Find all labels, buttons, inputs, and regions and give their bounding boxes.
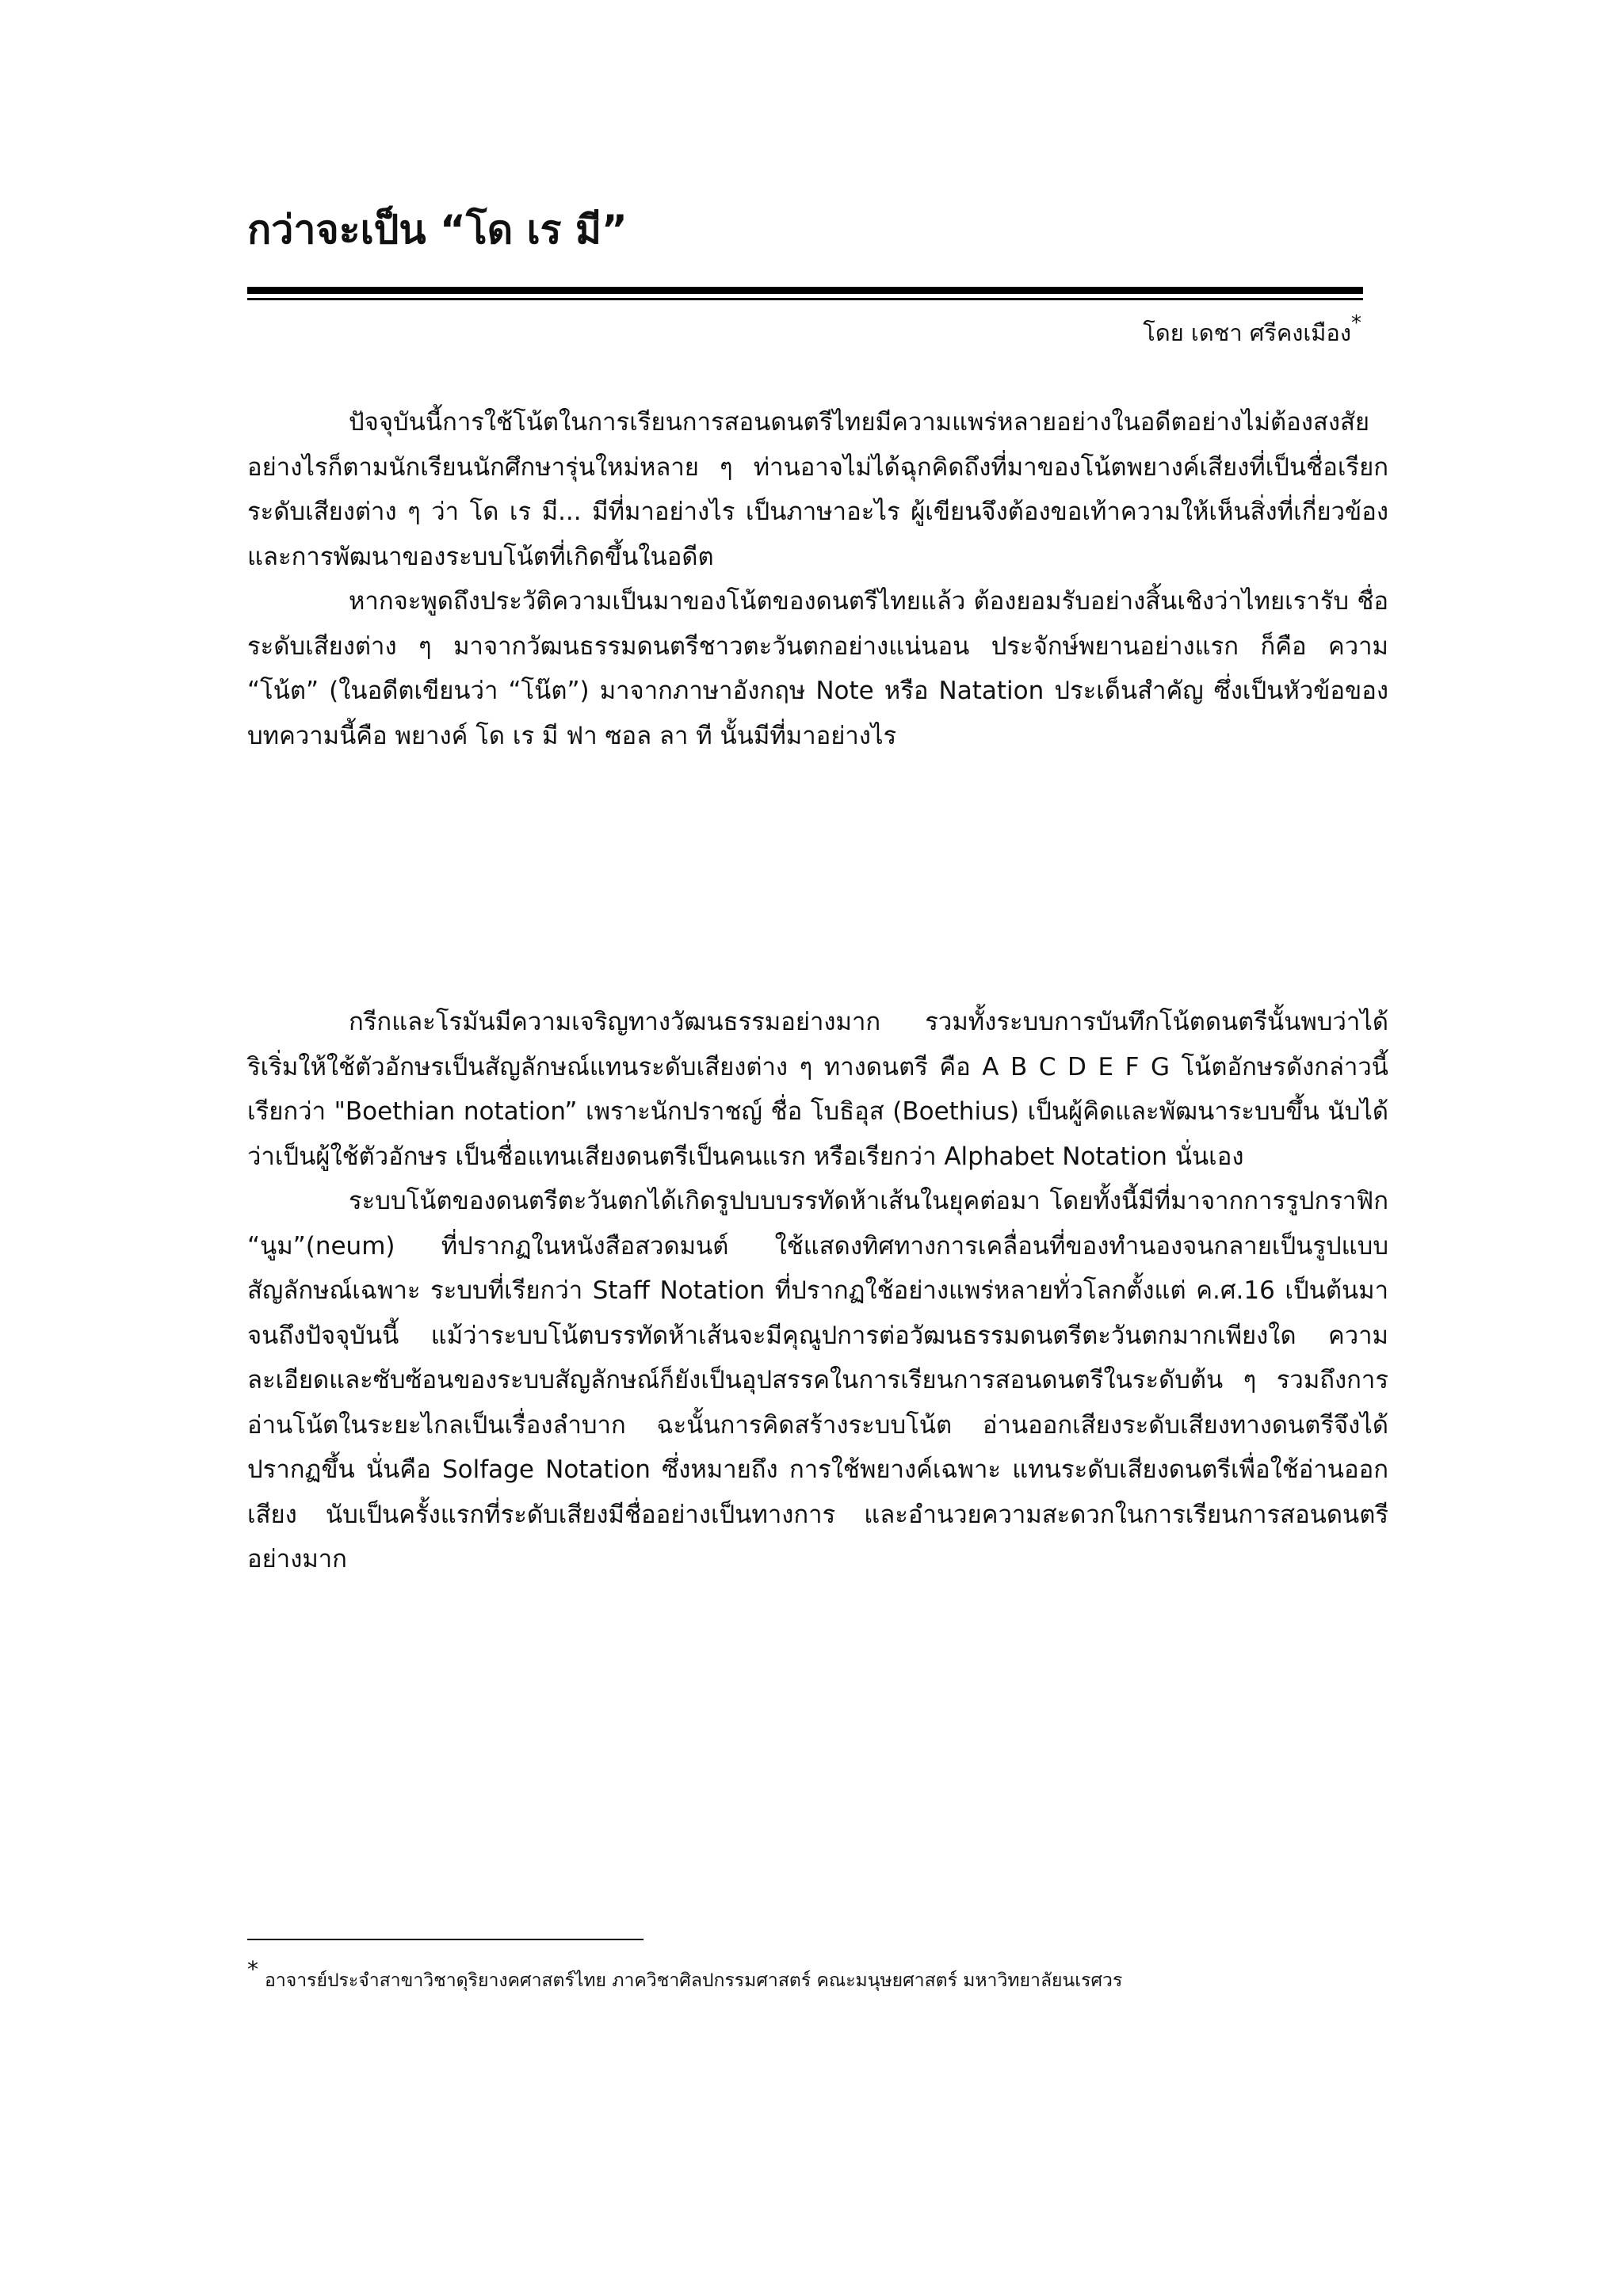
author-byline bbox=[1143, 311, 1361, 352]
footnote bbox=[247, 1956, 1123, 1997]
intro-section bbox=[247, 400, 1388, 758]
paragraph-2: หากจะพูดถึงประวัติความเป็นมาของโน้ตของดนตรีไทยแล้ว ต้องยอมรับอย่างสิ้นเชิงว่าไทยเรารับ ชื่อระดับเสียงต่าง ๆ มาจากวัฒนธรรมดนตรีชาวตะวันตกอย่างแน่นอน ประจักษ์พยานอย่างแรก ก็คือ ความ “โน้ต” (ในอดีตเขียนว่า “โน๊ต”) มาจากภาษาอังกฤษ Note หรือ Natation ประเด็นสำคัญ ซึ่งเป็นหัวข้อของบทความนี้คือ พยางค์ โด เร มี ฟา ซอล ลา ที นั้นมีที่มาอย่างไร bbox=[247, 587, 1388, 750]
title-rule-thin bbox=[247, 298, 1363, 300]
author-name: โดย เดชา ศรีคงเมือง bbox=[1143, 319, 1351, 346]
history-section bbox=[247, 1000, 1388, 1582]
footnote-marker-bottom: * bbox=[247, 1956, 258, 1982]
footnote-text: อาจารย์ประจำสาขาวิชาดุริยางคศาสตร์ไทย ภาควิชาศิลปกรรมศาสตร์ คณะมนุษยศาสตร์ มหาวิทยาลัยนเรศวร bbox=[265, 1970, 1123, 1991]
footnote-marker: * bbox=[1351, 311, 1361, 335]
paragraph-4: ระบบโน้ตของดนตรีตะวันตกได้เกิดรูปบบบรรทัดห้าเส้นในยุคต่อมา โดยทั้งนี้มีที่มาจากการรูปกราฟิก “นูม”(neum) ที่ปรากฏในหนังสือสวดมนต์ ใช้แสดงทิศทางการเคลื่อนที่ของทำนองจนกลายเป็นรูปแบบสัญลักษณ์เฉพาะ ระบบที่เรียกว่า Staff Notation ที่ปรากฏใช้อย่างแพร่หลายทั่วโลกตั้งแต่ ค.ศ.16 เป็นต้นมาจนถึงปัจจุบันนี้ แม้ว่าระบบโน้ตบรรทัดห้าเส้นจะมีคุณูปการต่อวัฒนธรรมดนตรีตะวันตกมากเพียงใด ความละเอียดและซับซ้อนของระบบสัญลักษณ์ก็ยังเป็นอุปสรรคในการเรียนการสอนดนตรีในระดับต้น ๆ รวมถึงการอ่านโน้ตในระยะไกลเป็นเรื่องลำบาก ฉะนั้นการคิดสร้างระบบโน้ต อ่านออกเสียงระดับเสียงทางดนตรีจึงได้ปรากฏขึ้น นั่นคือ Solfage Notation ซึ่งหมายถึง การใช้พยางค์เฉพาะ แทนระดับเสียงดนตรีเพื่อใช้อ่านออกเสียง นับเป็นครั้งแรกที่ระดับเสียงมีชื่ออย่างเป็นทางการ และอำนวยความสะดวกในการเรียนการสอนดนตรีอย่างมาก bbox=[247, 1187, 1388, 1573]
paragraph-3: กรีกและโรมันมีความเจริญทางวัฒนธรรมอย่างมาก รวมทั้งระบบการบันทึกโน้ตดนตรีนั้นพบว่าได้ริเริ่มให้ใช้ตัวอักษรเป็นสัญลักษณ์แทนระดับเสียงต่าง ๆ ทางดนตรี คือ A B C D E F G โน้ตอักษรดังกล่าวนี้เรียกว่า "Boethian notation” เพราะนักปราชญ์ ชื่อ โบธิอุส (Boethius) เป็นผู้คิดและพัฒนาระบบขึ้น นับได้ว่าเป็นผู้ใช้ตัวอักษร เป็นชื่อแทนเสียงดนตรีเป็นคนแรก หรือเรียกว่า Alphabet Notation นั่นเอง bbox=[247, 1008, 1388, 1171]
title-rule-thick bbox=[247, 287, 1363, 294]
footnote-separator bbox=[247, 1939, 643, 1940]
article-title: กว่าจะเป็น “โด เร มี” bbox=[247, 207, 628, 253]
paragraph-1: ปัจจุบันนี้การใช้โน้ตในการเรียนการสอนดนตรีไทยมีความแพร่หลายอย่างในอดีตอย่างไม่ต้องสงสัย อย่างไรก็ตามนักเรียนนักศึกษารุ่นใหม่หลาย ๆ ท่านอาจไม่ได้ฉุกคิดถึงที่มาของโน้ตพยางค์เสียงที่เป็นชื่อเรียกระดับเสียงต่าง ๆ ว่า โด เร มี... มีที่มาอย่างไร เป็นภาษาอะไร ผู้เขียนจึงต้องขอเท้าความให้เห็นสิ่งที่เกี่ยวข้องและการพัฒนาของระบบโน้ตที่เกิดขึ้นในอดีต bbox=[247, 408, 1388, 571]
